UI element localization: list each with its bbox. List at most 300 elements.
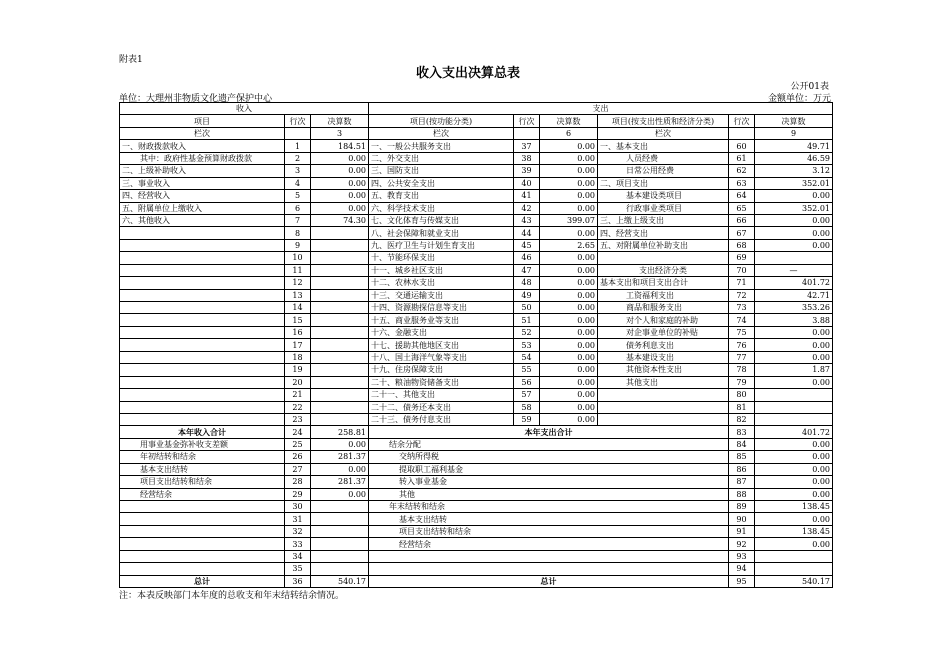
income-line: 27 [285,463,311,475]
balance-line: 88 [729,488,755,500]
func-amount: 0.00 [540,190,598,202]
summary-table [119,102,833,588]
func-item: 十八、国土海洋气象等支出 [369,351,514,363]
func-item: 十二、农林水支出 [369,277,514,289]
balance-line: 85 [729,451,755,463]
econ-amount: 49.71 [755,140,833,152]
table-row [120,239,833,251]
func-line: 51 [514,314,540,326]
func-amount: 0.00 [540,227,598,239]
table-row [120,302,833,314]
income-amount [311,264,369,276]
econ-line: 77 [729,351,755,363]
balance-item: 项目支出结转和结余 [369,525,729,537]
econ-line: 78 [729,364,755,376]
econ-item: 其他资本性支出 [598,364,729,376]
func-amount: 0.00 [540,326,598,338]
income-item: 经营结余 [120,488,285,500]
income-line: 33 [285,538,311,550]
income-item [120,326,285,338]
income-line: 17 [285,339,311,351]
econ-line: 66 [729,214,755,226]
income-line: 6 [285,202,311,214]
func-line: 52 [514,326,540,338]
econ-amount [755,389,833,401]
income-amount [311,314,369,326]
func-line: 53 [514,339,540,351]
econ-column-label: 栏次 [598,127,729,139]
expense-header: 支出 [369,103,833,115]
econ-amount: 3.12 [755,165,833,177]
func-amount: 0.00 [540,165,598,177]
empty-cell [514,127,540,139]
func-amount: 0.00 [540,202,598,214]
income-amount [311,227,369,239]
table-row [120,376,833,388]
econ-line: 68 [729,239,755,251]
balance-line: 91 [729,525,755,537]
econ-line: 81 [729,401,755,413]
table-row [120,264,833,276]
econ-amount: 1.87 [755,364,833,376]
econ-amount: 0.00 [755,351,833,363]
econ-item: 三、上缴上级支出 [598,214,729,226]
econ-amount: 0.00 [755,190,833,202]
income-line: 21 [285,389,311,401]
func-item: 十六、金融支出 [369,326,514,338]
econ-amount-header: 决算数 [755,115,833,127]
func-line: 46 [514,252,540,264]
func-item: 二十、粮油物资储备支出 [369,376,514,388]
balance-amount: 0.00 [755,476,833,488]
table-row [120,451,833,463]
econ-line: 72 [729,289,755,301]
func-item: 二十一、其他支出 [369,389,514,401]
income-line: 11 [285,264,311,276]
grand-total-income-label: 总计 [120,575,285,587]
income-item [120,525,285,537]
econ-amount: 0.00 [755,376,833,388]
func-item: 九、医疗卫生与计划生育支出 [369,239,514,251]
income-line: 35 [285,563,311,575]
func-item: 六、科学技术支出 [369,202,514,214]
econ-amount: 3.88 [755,314,833,326]
balance-item: 经营结余 [369,538,729,550]
econ-line: 67 [729,227,755,239]
econ-item: 人员经费 [598,152,729,164]
econ-item: 支出经济分类 [598,264,729,276]
balance-item: 年末结转和结余 [369,501,729,513]
income-amount [311,351,369,363]
econ-line: 64 [729,190,755,202]
func-amount: 0.00 [540,264,598,276]
income-item: 四、经营收入 [120,190,285,202]
econ-line: 60 [729,140,755,152]
func-item: 四、公共安全支出 [369,177,514,189]
func-column-label: 栏次 [369,127,514,139]
balance-amount: 0.00 [755,463,833,475]
econ-item: 二、项目支出 [598,177,729,189]
income-line: 18 [285,351,311,363]
income-amount [311,289,369,301]
balance-amount: 0.00 [755,488,833,500]
func-amount: 399.07 [540,214,598,226]
econ-item [598,389,729,401]
balance-amount: 0.00 [755,513,833,525]
func-item: 三、国防支出 [369,165,514,177]
income-line: 14 [285,302,311,314]
func-amount: 2.65 [540,239,598,251]
func-item: 五、教育支出 [369,190,514,202]
func-line: 39 [514,165,540,177]
func-item: 十七、援助其他地区支出 [369,339,514,351]
func-line: 54 [514,351,540,363]
income-amount: 281.37 [311,476,369,488]
econ-item [598,252,729,264]
balance-line: 84 [729,438,755,450]
income-item [120,413,285,425]
table-row [120,252,833,264]
func-amount: 0.00 [540,389,598,401]
income-amount: 0.00 [311,190,369,202]
balance-item: 转入事业基金 [369,476,729,488]
income-amount: 0.00 [311,202,369,214]
balance-amount [755,550,833,562]
func-amount: 0.00 [540,314,598,326]
econ-line: 69 [729,252,755,264]
balance-line: 86 [729,463,755,475]
econ-item: 对企事业单位的补贴 [598,326,729,338]
table-row [120,525,833,537]
income-line: 26 [285,451,311,463]
year-income-total-value: 258.81 [311,426,369,438]
func-amount: 0.00 [540,152,598,164]
empty-cell [285,127,311,139]
year-total-row [120,426,833,438]
func-amount: 0.00 [540,376,598,388]
income-item [120,351,285,363]
income-item [120,550,285,562]
econ-amount [755,252,833,264]
grand-total-income-line: 36 [285,575,311,587]
func-item: 二、外交支出 [369,152,514,164]
income-amount [311,302,369,314]
econ-item: 基本建设类项目 [598,190,729,202]
table-row [120,190,833,202]
table-row [120,326,833,338]
func-amount: 0.00 [540,339,598,351]
econ-item-header: 项目(按支出性质和经济分类) [598,115,729,127]
balance-item: 基本支出结转 [369,513,729,525]
table-row [120,177,833,189]
func-item: 十三、交通运输支出 [369,289,514,301]
func-line: 56 [514,376,540,388]
col9-label: 9 [755,127,833,139]
income-amount [311,513,369,525]
income-item: 其中：政府性基金预算财政拨款 [120,152,285,164]
grand-total-row [120,575,833,587]
econ-item: 债务利息支出 [598,339,729,351]
econ-line: 61 [729,152,755,164]
income-amount: 0.00 [311,177,369,189]
econ-item: 基本支出和项目支出合计 [598,277,729,289]
econ-amount: 0.00 [755,326,833,338]
table-row [120,538,833,550]
func-item: 七、文化体育与传媒支出 [369,214,514,226]
econ-line: 63 [729,177,755,189]
func-item: 十九、住房保障支出 [369,364,514,376]
income-line: 3 [285,165,311,177]
balance-line: 93 [729,550,755,562]
econ-item: 其他支出 [598,376,729,388]
func-amount: 0.00 [540,289,598,301]
econ-item: 工资福利支出 [598,289,729,301]
income-column-label: 栏次 [120,127,285,139]
col6-label: 6 [540,127,598,139]
year-income-total-line: 24 [285,426,311,438]
income-line: 10 [285,252,311,264]
func-line: 45 [514,239,540,251]
balance-line: 94 [729,563,755,575]
income-line: 13 [285,289,311,301]
income-line: 15 [285,314,311,326]
func-line: 42 [514,202,540,214]
table-row [120,550,833,562]
income-item: 一、财政拨款收入 [120,140,285,152]
econ-line: 79 [729,376,755,388]
econ-amount: 42.71 [755,289,833,301]
balance-amount [755,563,833,575]
income-amount [311,525,369,537]
income-amount [311,252,369,264]
func-line: 59 [514,413,540,425]
table-row [120,476,833,488]
balance-amount: 0.00 [755,538,833,550]
income-line: 19 [285,364,311,376]
income-line: 7 [285,214,311,226]
income-line: 25 [285,438,311,450]
func-item: 二十二、债务还本支出 [369,401,514,413]
income-amount [311,538,369,550]
income-item [120,538,285,550]
econ-amount [755,413,833,425]
income-line: 29 [285,488,311,500]
econ-amount: 352.01 [755,202,833,214]
income-line: 9 [285,239,311,251]
func-item: 八、社会保障和就业支出 [369,227,514,239]
balance-item: 结余分配 [369,438,729,450]
income-amount [311,501,369,513]
table-row [120,202,833,214]
econ-amount: 353.26 [755,302,833,314]
income-item [120,389,285,401]
income-item [120,289,285,301]
func-line: 44 [514,227,540,239]
income-line: 23 [285,413,311,425]
balance-amount: 0.00 [755,438,833,450]
balance-amount: 0.00 [755,451,833,463]
table-row [120,289,833,301]
income-item [120,364,285,376]
income-item: 二、上级补助收入 [120,165,285,177]
income-item [120,264,285,276]
func-amount: 0.00 [540,364,598,376]
table-row [120,401,833,413]
econ-line: 71 [729,277,755,289]
func-amount: 0.00 [540,302,598,314]
income-line: 30 [285,501,311,513]
econ-line: 82 [729,413,755,425]
econ-item: 基本建设支出 [598,351,729,363]
income-amount: 0.00 [311,463,369,475]
grand-total-expense-value: 540.17 [755,575,833,587]
balance-item: 提取职工福利基金 [369,463,729,475]
income-amount [311,339,369,351]
balance-amount: 138.45 [755,501,833,513]
grand-total-expense-label: 总计 [369,575,729,587]
econ-line-header: 行次 [729,115,755,127]
col3-label: 3 [311,127,369,139]
income-item [120,401,285,413]
income-item [120,277,285,289]
func-amount: 0.00 [540,401,598,413]
income-item: 六、其他收入 [120,214,285,226]
table-row [120,463,833,475]
year-expense-total-value: 401.72 [755,426,833,438]
income-line: 2 [285,152,311,164]
income-amount: 0.00 [311,488,369,500]
income-amount: 0.00 [311,165,369,177]
balance-item [369,550,729,562]
income-amount [311,563,369,575]
income-amount [311,326,369,338]
money-unit-label: 金额单位：万元 [767,94,831,104]
econ-item: 行政事业类项目 [598,202,729,214]
econ-line: 62 [729,165,755,177]
table-row [120,165,833,177]
econ-item: 一、基本支出 [598,140,729,152]
empty-cell [729,127,755,139]
income-item: 五、附属单位上缴收入 [120,202,285,214]
econ-amount: 0.00 [755,339,833,351]
func-item: 二十三、债务付息支出 [369,413,514,425]
table-row [120,513,833,525]
income-line: 32 [285,525,311,537]
func-item-header: 项目(按功能分类) [369,115,514,127]
econ-amount: 352.01 [755,177,833,189]
balance-line: 89 [729,501,755,513]
balance-amount: 138.45 [755,525,833,537]
func-line: 48 [514,277,540,289]
func-item: 十、节能环保支出 [369,252,514,264]
func-line: 43 [514,214,540,226]
income-line: 1 [285,140,311,152]
econ-line: 76 [729,339,755,351]
table-row [120,563,833,575]
income-amount: 0.00 [311,152,369,164]
income-header: 收入 [120,103,369,115]
econ-item: 商品和服务支出 [598,302,729,314]
income-line: 4 [285,177,311,189]
econ-line: 70 [729,264,755,276]
year-expense-total-line: 83 [729,426,755,438]
table-row [120,277,833,289]
income-line: 20 [285,376,311,388]
table-row [120,152,833,164]
income-item: 用事业基金弥补收支差额 [120,438,285,450]
header-row-2 [120,115,833,127]
table-row [120,140,833,152]
func-line: 57 [514,389,540,401]
income-item [120,302,285,314]
func-amount: 0.00 [540,277,598,289]
income-amount [311,389,369,401]
income-amount: 281.37 [311,451,369,463]
func-line: 38 [514,152,540,164]
func-line-header: 行次 [514,115,540,127]
annex-label: 附表1 [119,55,143,65]
func-amount: 0.00 [540,140,598,152]
econ-item: 四、经营支出 [598,227,729,239]
income-item-header: 项目 [120,115,285,127]
income-item: 三、事业收入 [120,177,285,189]
func-amount: 0.00 [540,351,598,363]
balance-item [369,563,729,575]
income-item [120,513,285,525]
page-title: 收入支出决算总表 [415,66,520,81]
year-expense-total-label: 本年支出合计 [369,426,729,438]
econ-amount: 0.00 [755,239,833,251]
func-amount: 0.00 [540,413,598,425]
econ-line: 74 [729,314,755,326]
balance-line: 87 [729,476,755,488]
econ-amount: — [755,264,833,276]
econ-amount: 0.00 [755,227,833,239]
func-item: 十五、商业服务业等支出 [369,314,514,326]
table-row [120,389,833,401]
func-amount-header: 决算数 [540,115,598,127]
income-line-header: 行次 [285,115,311,127]
func-item: 十一、城乡社区支出 [369,264,514,276]
income-item [120,376,285,388]
func-line: 50 [514,302,540,314]
income-amount [311,376,369,388]
func-line: 47 [514,264,540,276]
income-item [120,239,285,251]
income-item [120,563,285,575]
table-row [120,339,833,351]
income-item [120,252,285,264]
income-line: 8 [285,227,311,239]
table-row [120,214,833,226]
table-row [120,227,833,239]
econ-item: 日常公用经费 [598,165,729,177]
econ-line: 73 [729,302,755,314]
func-line: 55 [514,364,540,376]
income-line: 28 [285,476,311,488]
income-amount [311,413,369,425]
econ-line: 80 [729,389,755,401]
econ-line: 75 [729,326,755,338]
table-row [120,351,833,363]
income-amount [311,550,369,562]
econ-amount: 0.00 [755,214,833,226]
income-item: 年初结转和结余 [120,451,285,463]
grand-total-income-value: 540.17 [311,575,369,587]
func-line: 58 [514,401,540,413]
income-amount: 0.00 [311,438,369,450]
econ-amount: 401.72 [755,277,833,289]
